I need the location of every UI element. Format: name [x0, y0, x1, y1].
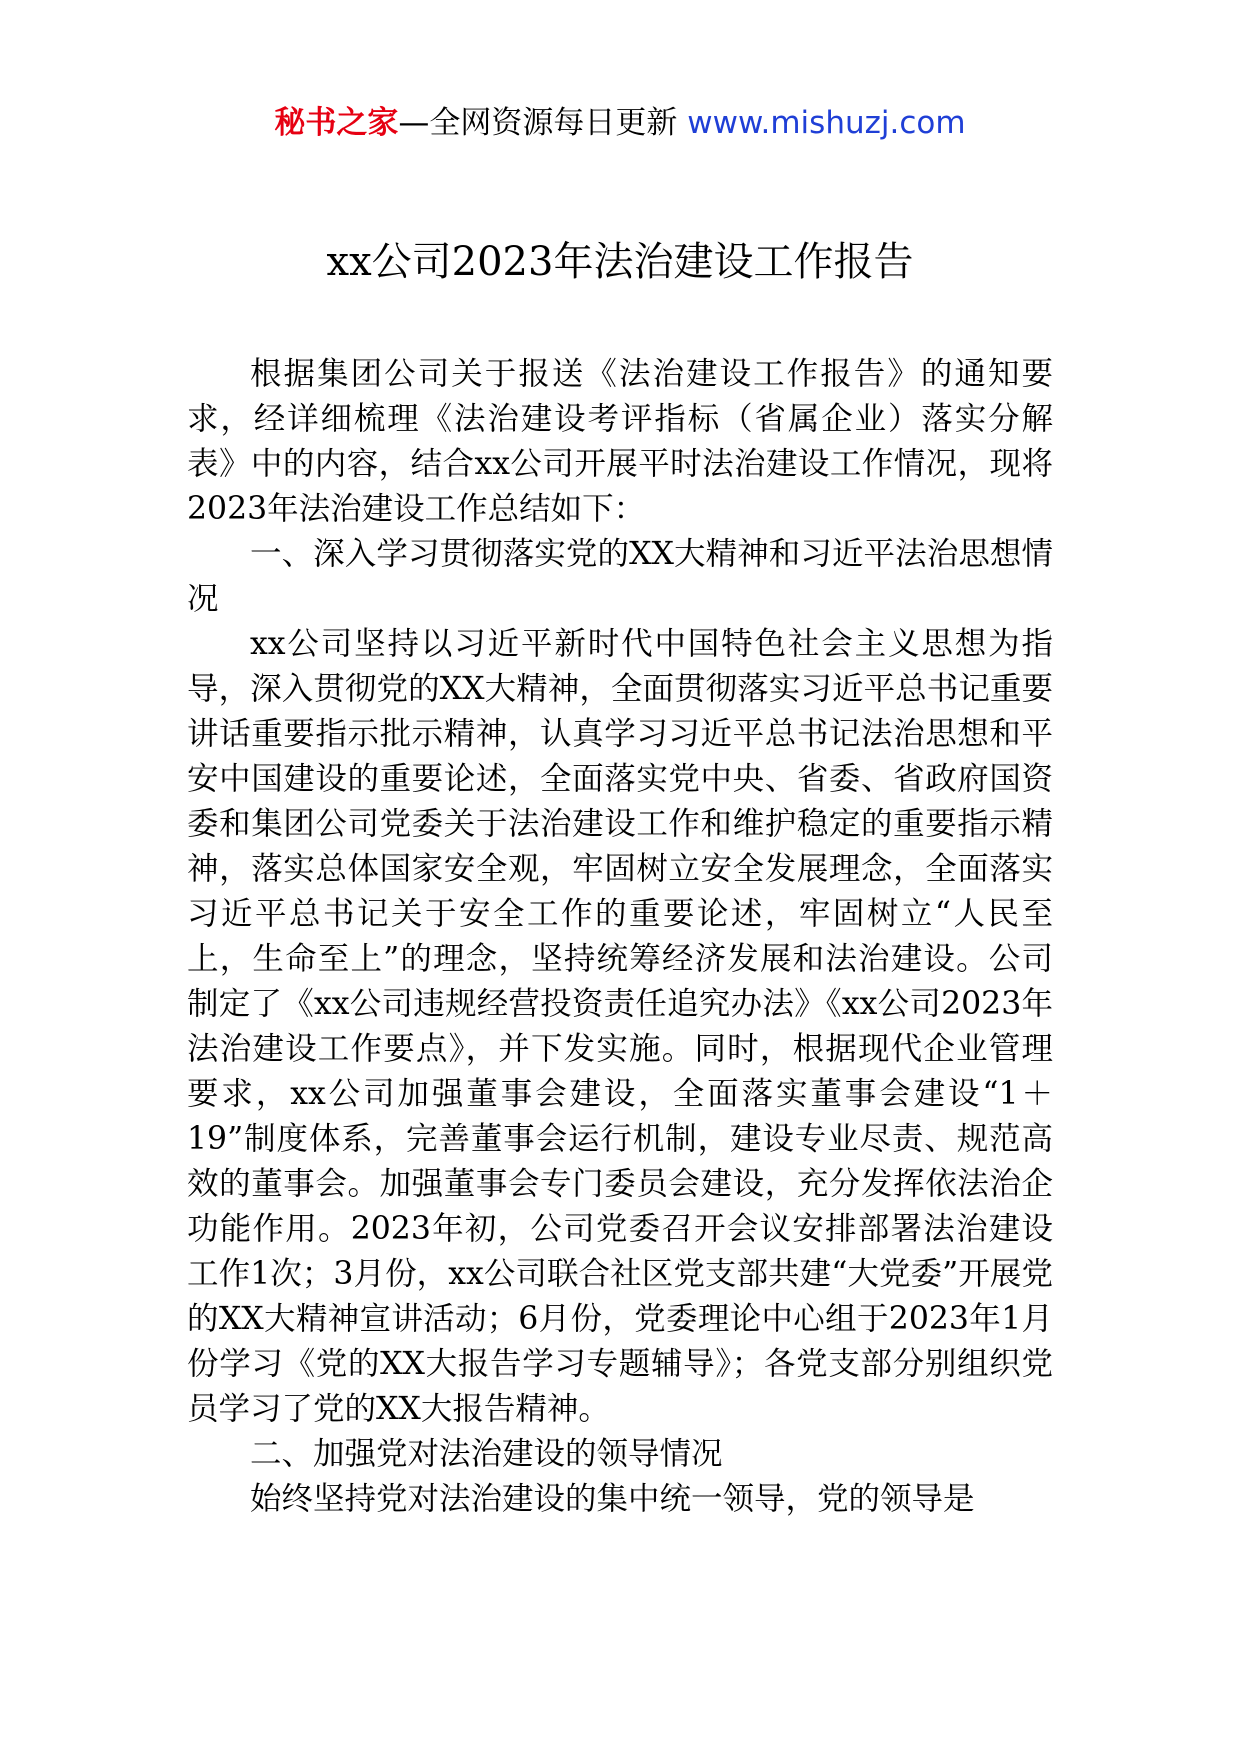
document-body [187, 352, 1053, 1522]
section-1-paragraph: xx公司坚持以习近平新时代中国特色社会主义思想为指导，深入贯彻党的XX大精神，全面贯彻落实习近平总书记重要讲话重要指示批示精神，认真学习习近平总书记法治思想和平安中国建设的重要论述，全面落实党中央、省委、省政府国资委和集团公司党委关于法治建设工作和维护稳定的重要指示精神，落实总体国家安全观，牢固树立安全发展理念，全面落实习近平总书记关于安全工作的重要论述，牢固树立“人民至上，生命至上”的理念，坚持统筹经济发展和法治建设。公司制定了《xx公司违规经营投资责任追究办法》《xx公司2023年法治建设工作要点》，并下发实施。同时，根据现代企业管理要求，xx公司加强董事会建设，全面落实董事会建设“1＋19”制度体系，完善董事会运行机制，建设专业尽责、规范高效的董事会。加强董事会专门委员会建设，充分发挥依法治企功能作用。2023年初，公司党委召开会议安排部署法治建设工作1次；3月份，xx公司联合社区党支部共建“大党委”开展党的XX大精神宣讲活动；6月份，党委理论中心组于2023年1月份学习《党的XX大报告学习专题辅导》；各党支部分别组织党员学习了党的XX大报告精神。 [187, 626, 1053, 1427]
header-slogan: —全网资源每日更新 [398, 105, 678, 141]
section-heading-2: 二、加强党对法治建设的领导情况 [250, 1436, 723, 1472]
section-heading-1: 一、深入学习贯彻落实党的XX大精神和习近平法治思想情况 [187, 536, 1053, 617]
section-2-paragraph: 始终坚持党对法治建设的集中统一领导，党的领导是 [250, 1481, 975, 1517]
intro-paragraph: 根据集团公司关于报送《法治建设工作报告》的通知要求，经详细梳理《法治建设考评指标（省属企业）落实分解表》中的内容，结合xx公司开展平时法治建设工作情况，现将2023年法治建设工作总结如下： [187, 356, 1053, 527]
brand-name: 秘书之家 [274, 105, 399, 141]
site-url-link[interactable]: www.mishuzj.com [687, 105, 966, 141]
site-header [0, 98, 1240, 148]
document-title: xx公司2023年法治建设工作报告 [326, 239, 914, 285]
